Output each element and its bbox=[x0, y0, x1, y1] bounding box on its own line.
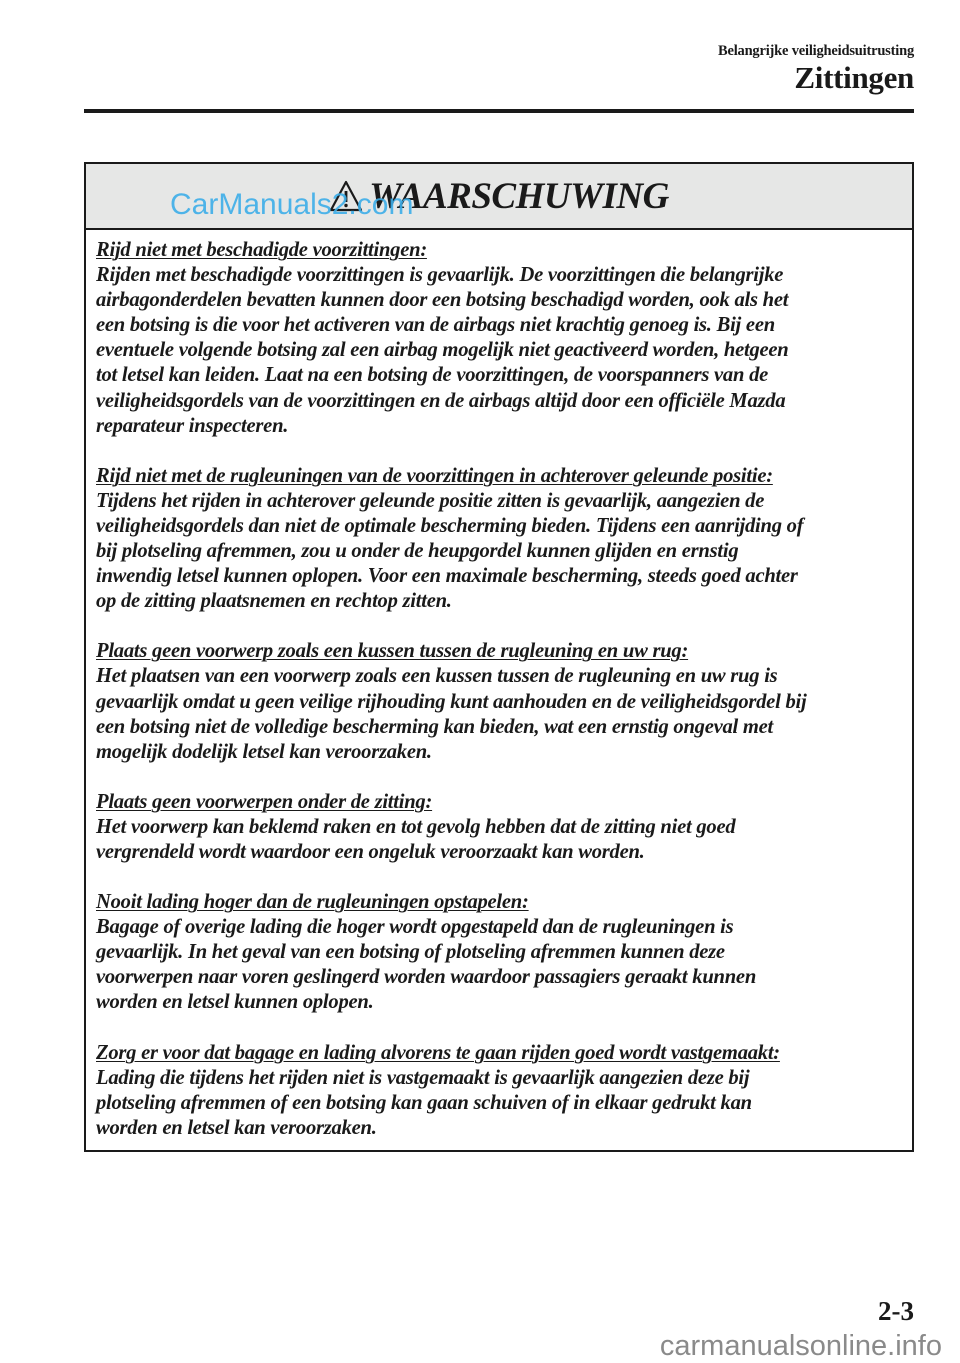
warning-paragraph bbox=[96, 890, 912, 1015]
paragraph-line: worden en letsel kan veroorzaken. bbox=[96, 1116, 377, 1139]
paragraph-line: Lading die tijdens het rijden niet is vastgemaakt is gevaarlijk aangezien deze bij bbox=[96, 1066, 750, 1089]
paragraph-line: veiligheidsgordels van de voorzittingen en de airbags altijd door een officiële Mazda bbox=[96, 389, 786, 412]
paragraph-heading: Plaats geen voorwerpen onder de zitting: bbox=[96, 790, 433, 813]
footer-watermark: carmanualsonline.info bbox=[659, 1330, 942, 1362]
paragraph-line: plotseling afremmen of een botsing kan gaan schuiven of in elkaar gedrukt kan bbox=[96, 1091, 752, 1114]
warning-paragraph bbox=[96, 238, 912, 439]
paragraph-line: een botsing niet de volledige bescherming kan bieden, wat een ernstig ongeval met bbox=[96, 715, 774, 738]
page-title: Zittingen bbox=[794, 60, 914, 95]
warning-paragraph bbox=[96, 790, 912, 865]
paragraph-line: mogelijk dodelijk letsel kan veroorzaken. bbox=[96, 740, 432, 763]
paragraph-heading: Plaats geen voorwerp zoals een kussen tussen de rugleuning en uw rug: bbox=[96, 640, 689, 663]
paragraph-heading: Nooit lading hoger dan de rugleuningen opstapelen: bbox=[96, 891, 529, 914]
paragraph-heading: Rijd niet met de rugleuningen van de voorzittingen in achterover geleunde positie: bbox=[96, 464, 773, 487]
paragraph-line: reparateur inspecteren. bbox=[96, 414, 289, 437]
paragraph-line: Rijden met beschadigde voorzittingen is gevaarlijk. De voorzittingen die belangrijke bbox=[96, 264, 784, 287]
paragraph-line: worden en letsel kunnen oplopen. bbox=[96, 991, 374, 1014]
paragraph-line: eventuele volgende botsing zal een airbag mogelijk niet geactiveerd worden, hetgeen bbox=[96, 339, 789, 362]
section-label: Belangrijke veiligheidsuitrusting bbox=[717, 43, 914, 59]
warning-header bbox=[86, 164, 912, 230]
paragraph-line: Het plaatsen van een voorwerp zoals een kussen tussen de rugleuning en uw rug is bbox=[96, 665, 778, 688]
paragraph-line: Het voorwerp kan beklemd raken en tot gevolg hebben dat de zitting niet goed bbox=[96, 815, 736, 838]
paragraph-line: op de zitting plaatsnemen en rechtop zitten. bbox=[96, 590, 452, 613]
header-divider bbox=[84, 109, 914, 113]
warning-paragraph bbox=[96, 639, 912, 764]
paragraph-line: een botsing is die voor het activeren van de airbags niet krachtig genoeg is. Bij een bbox=[96, 314, 775, 337]
page-number: 2-3 bbox=[878, 1296, 914, 1326]
paragraph-line: gevaarlijk. In het geval van een botsing of plotseling afremmen kunnen deze bbox=[96, 941, 725, 964]
paragraph-line: Bagage of overige lading die hoger wordt opgestapeld dan de rugleuningen is bbox=[96, 916, 734, 939]
watermark: CarManuals2.com bbox=[170, 188, 414, 221]
paragraph-line: bij plotseling afremmen, zou u onder de heupgordel kunnen glijden en ernstig bbox=[96, 540, 739, 563]
paragraph-line: airbagonderdelen bevatten kunnen door een botsing beschadigd worden, ook als het bbox=[96, 289, 789, 312]
paragraph-line: veiligheidsgordels dan niet de optimale bescherming bieden. Tijdens een aanrijding of bbox=[96, 514, 804, 537]
paragraph-line: Tijdens het rijden in achterover geleunde positie zitten is gevaarlijk, aangezien de bbox=[96, 489, 765, 512]
warning-body bbox=[86, 230, 912, 1141]
paragraph-line: voorwerpen naar voren geslingerd worden waardoor passagiers geraakt kunnen bbox=[96, 966, 757, 989]
warning-title: WAARSCHUWING bbox=[369, 175, 669, 217]
paragraph-line: inwendig letsel kunnen oplopen. Voor een maximale bescherming, steeds goed achter bbox=[96, 565, 798, 588]
warning-box bbox=[84, 162, 914, 1152]
paragraph-line: gevaarlijk omdat u geen veilige rijhouding kunt aanhouden en de veiligheidsgordel bij bbox=[96, 690, 807, 713]
paragraph-heading: Rijd niet met beschadigde voorzittingen: bbox=[96, 239, 427, 261]
warning-paragraph bbox=[96, 1041, 912, 1141]
warning-paragraph bbox=[96, 464, 912, 615]
paragraph-heading: Zorg er voor dat bagage en lading alvorens te gaan rijden goed wordt vastgemaakt: bbox=[96, 1041, 780, 1064]
paragraph-line: tot letsel kan leiden. Laat na een botsing de voorzittingen, de voorspanners van de bbox=[96, 364, 769, 387]
paragraph-line: vergrendeld wordt waardoor een ongeluk veroorzaakt kan worden. bbox=[96, 840, 645, 863]
